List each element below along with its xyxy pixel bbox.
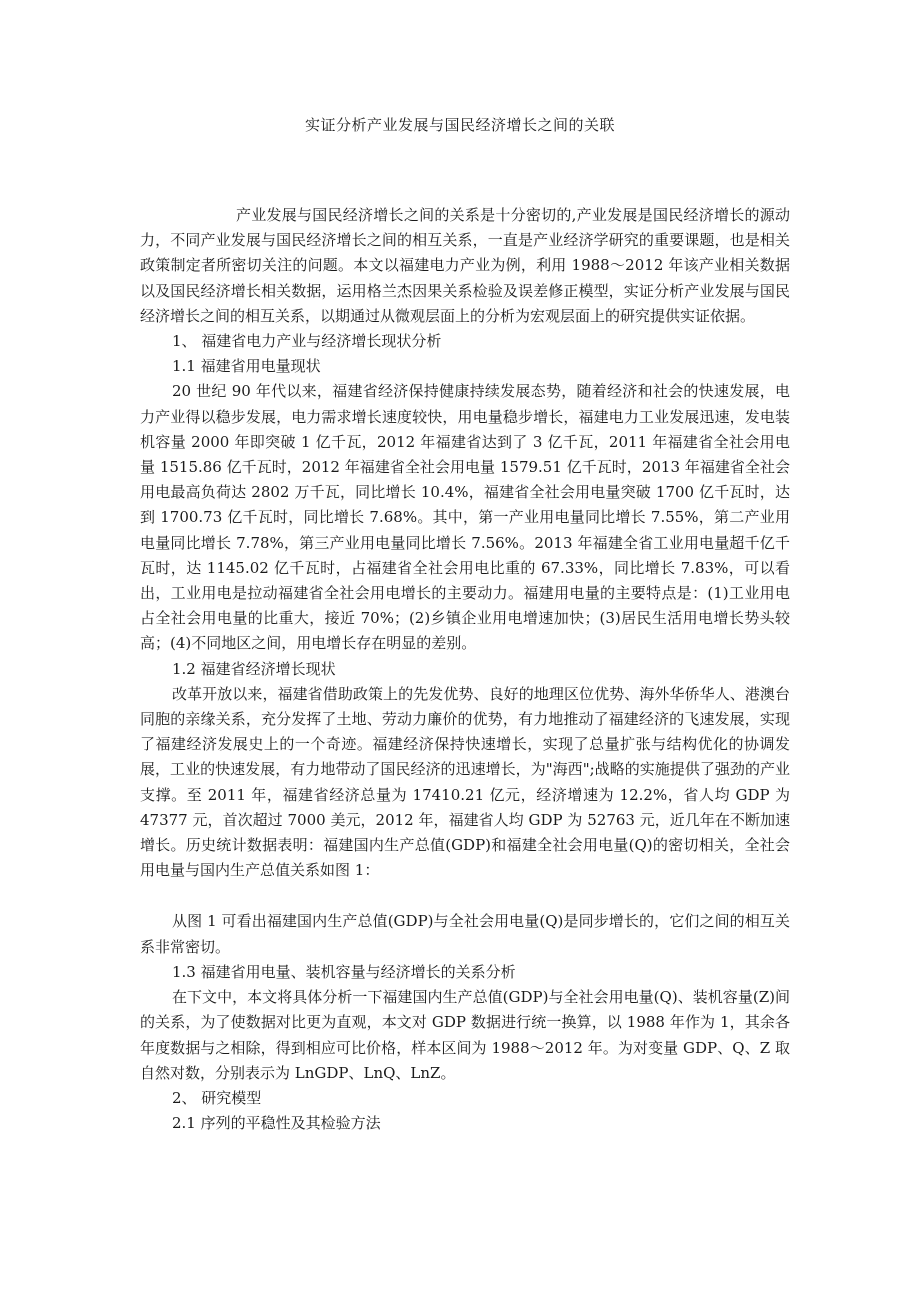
intro-paragraph: 产业发展与国民经济增长之间的关系是十分密切的,产业发展是国民经济增长的源动力，不同产业发展与国民经济增长之间的相互关系，一直是产业经济学研究的重要课题，也是相关政策制定者所密切关注的问题。本文以福建电力产业为例，利用 1988～2012 年该产业相关数据以及国民经济增长相关数据，运用格兰杰因果关系检验及误差修正模型，实证分析产业发展与国民经济增长之间的相互关系，以期通过从微观层面上的分析为宏观层面上的研究提供实证依据。 <box>140 206 790 325</box>
document-body <box>140 203 790 1136</box>
paragraph-figure-note: 从图 1 可看出福建国内生产总值(GDP)与全社会用电量(Q)是同步增长的，它们之间的相互关系非常密切。 <box>140 912 790 956</box>
section-heading-2: 2、 研究模型 <box>172 1088 262 1107</box>
paragraph-economy-status: 改革开放以来，福建省借助政策上的先发优势、良好的地理区位优势、海外华侨华人、港澳台同胞的亲缘关系，充分发挥了土地、劳动力廉价的优势，有力地推动了福建经济的飞速发展，实现了福建经济发展史上的一个奇迹。福建经济保持快速增长，实现了总量扩张与结构优化的协调发展，工业的快速发展，有力地带动了国民经济的迅速增长，为"海西";战略的实施提供了强劲的产业支撑。至 2011 年，福建省经济总量为 17410.21 亿元，经济增速为 12.2%，省人均 GDP 为 47377 元，首次超过 7000 美元，2012 年，福建省人均 GDP 为 52763 元，近几年在不断加速增长。历史统计数据表明：福建国内生产总值(GDP)和福建全社会用电量(Q)的密切相关，全社会用电量与国内生产总值关系如图 1： <box>140 684 790 880</box>
paragraph-analysis-method: 在下文中，本文将具体分析一下福建国内生产总值(GDP)与全社会用电量(Q)、装机容量(Z)间的关系，为了使数据对比更为直观，本文对 GDP 数据进行统一换算，以 1988 年作为 1，其余各年度数据与之相除，得到相应可比价格，样本区间为 1988～2012 年。为对变量 GDP、Q、Z 取自然对数，分别表示为 LnGDP、LnQ、LnZ。 <box>140 988 790 1082</box>
paragraph-electricity-status: 20 世纪 90 年代以来，福建省经济保持健康持续发展态势，随着经济和社会的快速发展，电力产业得以稳步发展，电力需求增长速度较快，用电量稳步增长，福建电力工业发展迅速，发电装机容量 2000 年即突破 1 亿千瓦，2012 年福建省达到了 3 亿千瓦，2011 年福建省全社会用电量 1515.86 亿千瓦时，2012 年福建省全社会用电量 1579.51 亿千瓦时，2013 年福建省全社会用电最高负荷达 2802 万千瓦，同比增长 10.4%，福建省全社会用电量突破 1700 亿千瓦时，达到 1700.73 亿千瓦时，同比增长 7.68%。其中，第一产业用电量同比增长 7.55%，第二产业用电量同比增长 7.78%，第三产业用电量同比增长 7.56%。2013 年福建全省工业用电量超千亿千瓦时，达 1145.02 亿千瓦时，占福建省全社会用电比重的 67.33%，同比增长 7.83%，可以看出，工业用电是拉动福建省全社会用电增长的主要动力。福建用电量的主要特点是：(1)工业用电占全社会用电量的比重大，接近 70%；(2)乡镇企业用电增速加快；(3)居民生活用电增长势头较高；(4)不同地区之间，用电增长存在明显的差别。 <box>140 382 790 653</box>
subsection-heading-2-1: 2.1 序列的平稳性及其检验方法 <box>172 1114 381 1133</box>
subsection-heading-1-3: 1.3 福建省用电量、装机容量与经济增长的关系分析 <box>172 962 516 981</box>
document-title: 实证分析产业发展与国民经济增长之间的关联 <box>304 116 615 134</box>
subsection-heading-1-2: 1.2 福建省经济增长现状 <box>172 659 336 678</box>
figure-gap <box>140 883 790 909</box>
subsection-heading-1-1: 1.1 福建省用电量现状 <box>172 357 321 376</box>
section-heading-1: 1、 福建省电力产业与经济增长现状分析 <box>172 332 442 351</box>
